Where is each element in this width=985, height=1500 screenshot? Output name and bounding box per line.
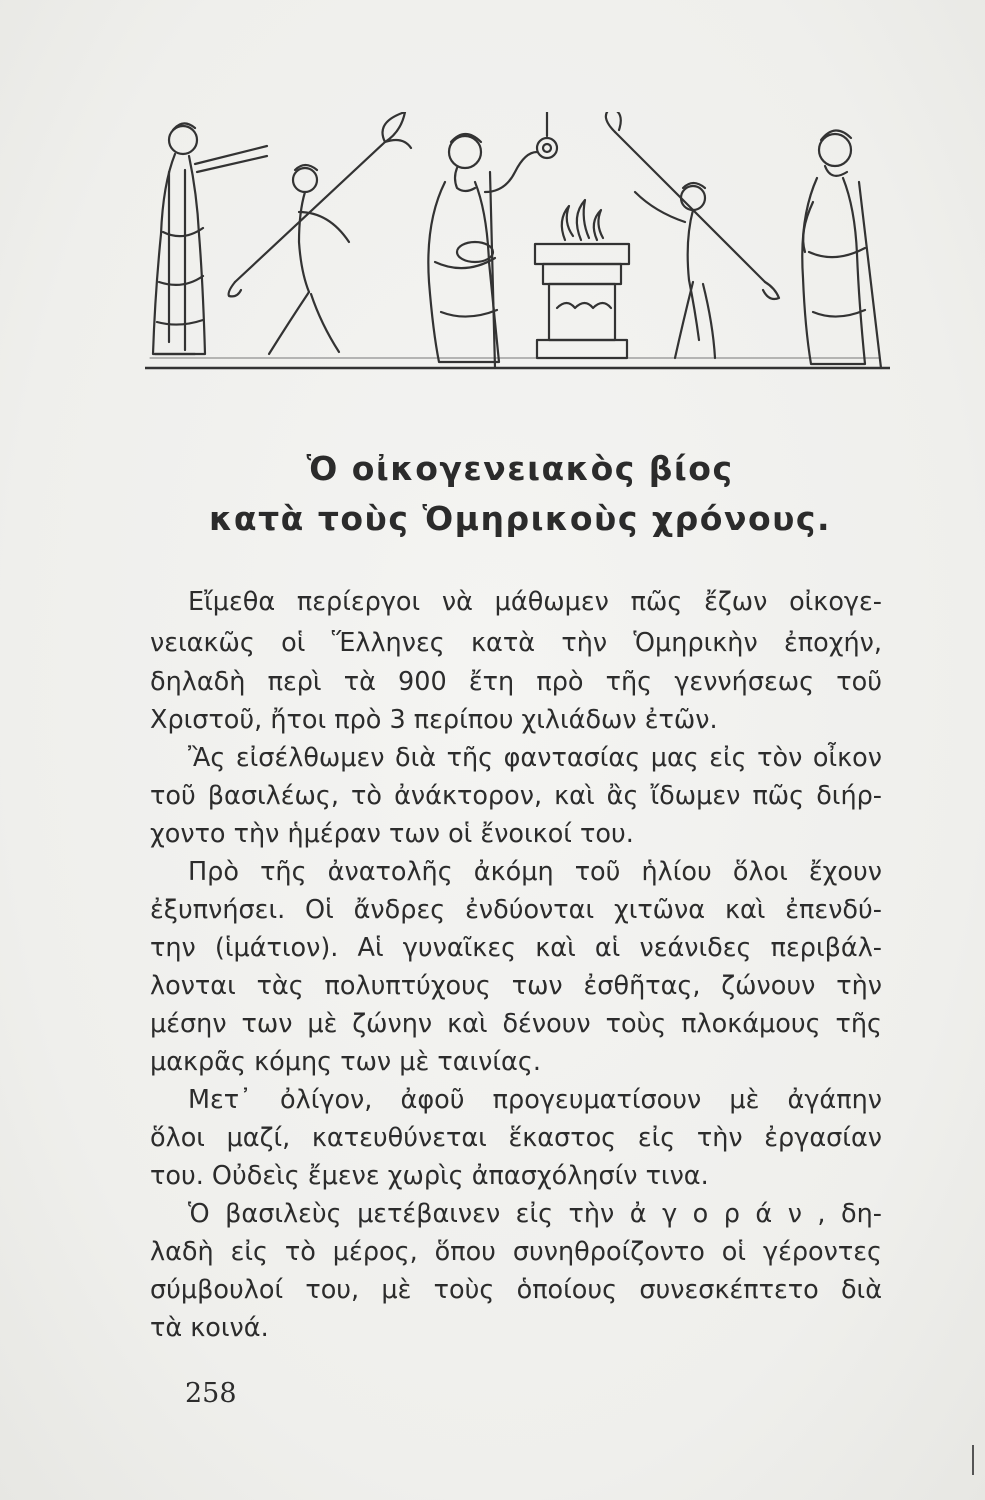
page-number: 258 [185, 1378, 237, 1409]
text-line: λονται τὰς πολυπτύχους των ἐσθῆτας, ζώνουν τὴν [150, 971, 882, 1001]
text-line: μακρᾶς κόμης των μὲ ταινίας. [150, 1047, 541, 1077]
text-line: τὰ κοινά. [150, 1313, 269, 1343]
text-line: νειακῶς οἱ Ἕλληνες κατὰ τὴν Ὁμηρικὴν ἐποχήν, [150, 628, 882, 658]
text-line: Πρὸ τῆς ἀνατολῆς ἀκόμη τοῦ ἡλίου ὅλοι ἔχουν [188, 857, 882, 887]
text-line: την (ἱμάτιον). Αἱ γυναῖκες καὶ αἱ νεάνιδες περιβάλ- [150, 933, 882, 963]
text-line: Μετ᾽ ὀλίγον, ἀφοῦ προγευματίσουν μὲ ἀγάπην [188, 1085, 882, 1115]
text-line: Χριστοῦ, ἤτοι πρὸ 3 περίπου χιλιάδων ἐτῶν. [150, 705, 718, 735]
text-line: Ὁ βασιλεὺς μετέβαινεν εἰς τὴν ἀ γ ο ρ ά ν , δη- [188, 1199, 882, 1229]
text-line: λαδὴ εἰς τὸ μέρος, ὅπου συνηθροίζοντο οἱ γέροντες [150, 1237, 882, 1267]
page-title-line-2: κατὰ τοὺς Ὁμηρικοὺς χρόνους. [208, 499, 831, 538]
text-line: τοῦ βασιλέως, τὸ ἀνάκτορον, καὶ ἂς ἴδωμεν πῶς διήρ- [150, 781, 882, 811]
text-line: Εἴμεθα περίεργοι νὰ μάθωμεν πῶς ἔζων οἰκογε- [188, 587, 882, 617]
text-line: Ἂς εἰσέλθωμεν διὰ τῆς φαντασίας μας εἰς τὸν οἶκον [188, 743, 882, 773]
text-line: σύμβουλοί του, μὲ τοὺς ὁποίους συνεσκέπτετο διὰ [150, 1275, 882, 1305]
text-line: του. Οὐδεὶς ἔμενε χωρὶς ἀπασχόλησίν τινα. [150, 1161, 709, 1191]
text-line: χοντο τὴν ἡμέραν των οἱ ἔνοικοί του. [150, 819, 634, 849]
page-title-line-1: Ὁ οἰκογενειακὸς βίος [306, 449, 734, 488]
page-edge-mark [972, 1445, 974, 1475]
text-line: μέσην των μὲ ζώνην καὶ δένουν τοὺς πλοκάμους τῆς [150, 1009, 882, 1039]
greek-vase-frieze-icon [145, 112, 890, 374]
text-line: ὅλοι μαζί, κατευθύνεται ἕκαστος εἰς τὴν ἐργασίαν [150, 1123, 882, 1153]
text-line: δηλαδὴ περὶ τὰ 900 ἔτη πρὸ τῆς γεννήσεως τοῦ [150, 667, 882, 697]
text-line: ἐξυπνήσει. Οἱ ἄνδρες ἐνδύονται χιτῶνα καὶ ἐπενδύ- [150, 895, 882, 925]
